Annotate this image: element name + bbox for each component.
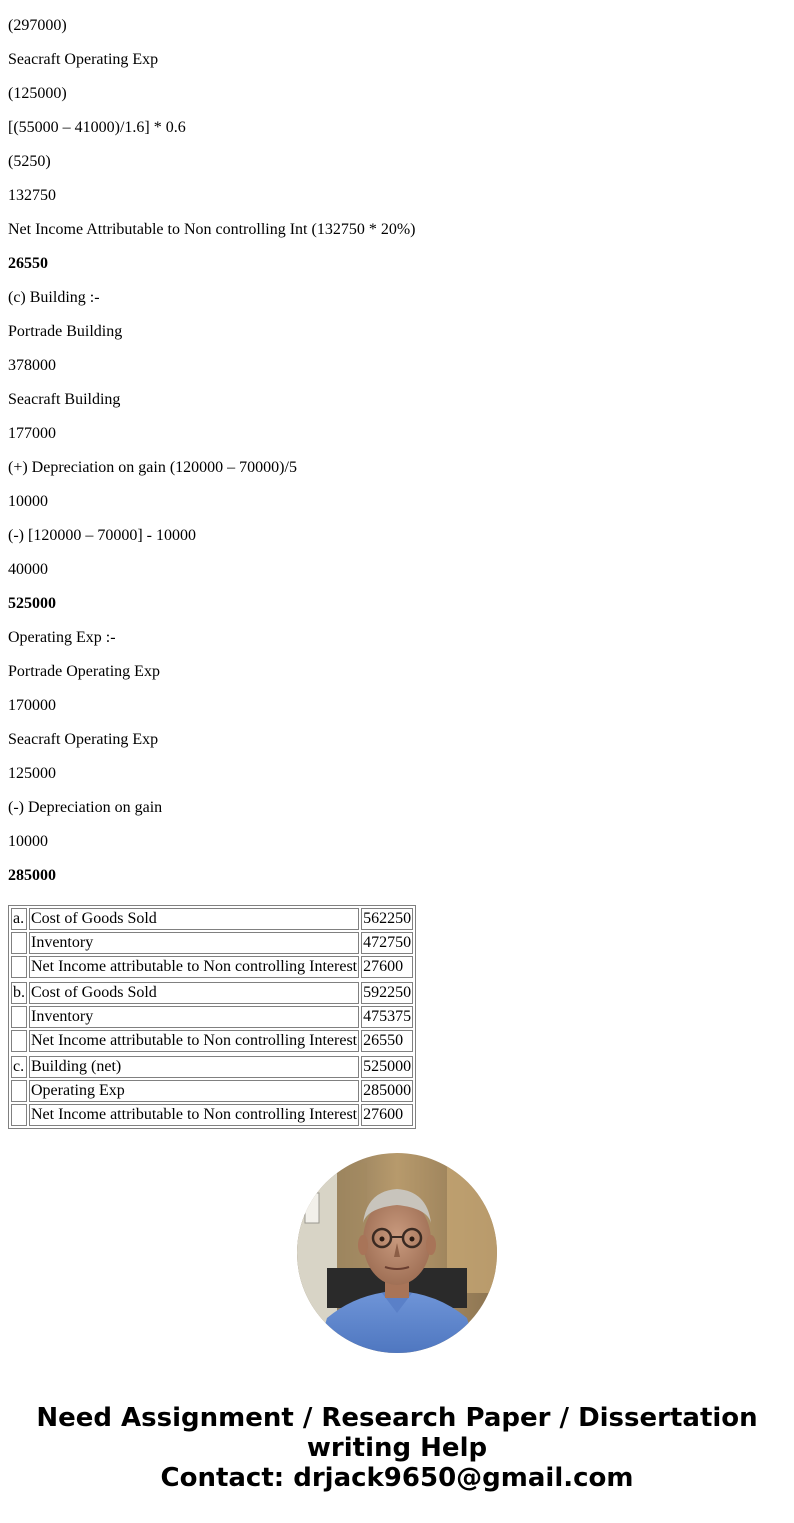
solution-text [8, 0, 788, 901]
contact-line: Contact: drjack9650@gmail.com [160, 1463, 634, 1493]
table-row [11, 1080, 413, 1102]
banner-line: writing Help [306, 1433, 488, 1463]
group-tag-empty [11, 1006, 27, 1028]
table-row [11, 1104, 413, 1126]
table-row [11, 908, 413, 930]
table-row [11, 932, 413, 954]
avatar [297, 1153, 497, 1353]
row-label: Net Income attributable to Non controlling Interest [29, 1104, 359, 1126]
row-value: 26550 [361, 1030, 413, 1052]
text-line: 177000 [8, 425, 56, 442]
row-label: Net Income attributable to Non controlling Interest [29, 1030, 359, 1052]
row-label: Building (net) [29, 1056, 359, 1078]
row-value: 592250 [361, 982, 413, 1004]
text-line: 40000 [8, 561, 48, 578]
row-value: 475375 [361, 1006, 413, 1028]
row-label: Operating Exp [29, 1080, 359, 1102]
portrait-image [297, 1153, 497, 1353]
text-line: (+) Depreciation on gain (120000 – 70000)/5 [8, 459, 297, 476]
help-banner [0, 1403, 794, 1493]
text-line: Net Income Attributable to Non controlling Int (132750 * 20%) [8, 221, 416, 238]
text-line: Seacraft Operating Exp [8, 731, 159, 748]
text-line: 525000 [8, 595, 56, 612]
text-line: 170000 [8, 697, 56, 714]
text-line: (5250) [8, 153, 51, 170]
text-line: (-) [120000 – 70000] - 10000 [8, 527, 196, 544]
row-value: 472750 [361, 932, 413, 954]
group-tag-empty [11, 1030, 27, 1052]
summary-table [8, 905, 416, 1129]
text-line [8, 0, 788, 17]
text-line: Seacraft Building [8, 391, 121, 408]
group-tag: b. [11, 982, 27, 1004]
table-row [11, 956, 413, 978]
group-tag-empty [11, 1080, 27, 1102]
group-tag: a. [11, 908, 27, 930]
text-line: Operating Exp :- [8, 629, 116, 646]
group-tag-empty [11, 956, 27, 978]
text-line: 285000 [8, 867, 56, 884]
table-row [11, 1006, 413, 1028]
text-line: 10000 [8, 833, 48, 850]
row-label: Inventory [29, 932, 359, 954]
group-tag: c. [11, 1056, 27, 1078]
text-line: 378000 [8, 357, 56, 374]
row-label: Net Income attributable to Non controlling Interest [29, 956, 359, 978]
row-label: Cost of Goods Sold [29, 982, 359, 1004]
table-row [11, 1030, 413, 1052]
table-row [11, 1056, 413, 1078]
row-value: 525000 [361, 1056, 413, 1078]
text-line: Portrade Operating Exp [8, 663, 160, 680]
text-line: Portrade Building [8, 323, 123, 340]
row-value: 285000 [361, 1080, 413, 1102]
text-line: (-) Depreciation on gain [8, 799, 163, 816]
text-line: 125000 [8, 765, 56, 782]
row-value: 562250 [361, 908, 413, 930]
row-value: 27600 [361, 956, 413, 978]
banner-line: Need Assignment / Research Paper / Dissertation [36, 1403, 758, 1433]
row-label: Inventory [29, 1006, 359, 1028]
text-line: [(55000 – 41000)/1.6] * 0.6 [8, 119, 186, 136]
text-line: (297000) [8, 17, 67, 34]
row-value: 27600 [361, 1104, 413, 1126]
group-tag-empty [11, 1104, 27, 1126]
text-line: 26550 [8, 255, 48, 272]
text-line: Seacraft Operating Exp [8, 51, 159, 68]
text-line: (125000) [8, 85, 67, 102]
table-row [11, 982, 413, 1004]
group-tag-empty [11, 932, 27, 954]
text-line: 132750 [8, 187, 56, 204]
text-line: (c) Building :- [8, 289, 100, 306]
row-label: Cost of Goods Sold [29, 908, 359, 930]
text-line: 10000 [8, 493, 48, 510]
